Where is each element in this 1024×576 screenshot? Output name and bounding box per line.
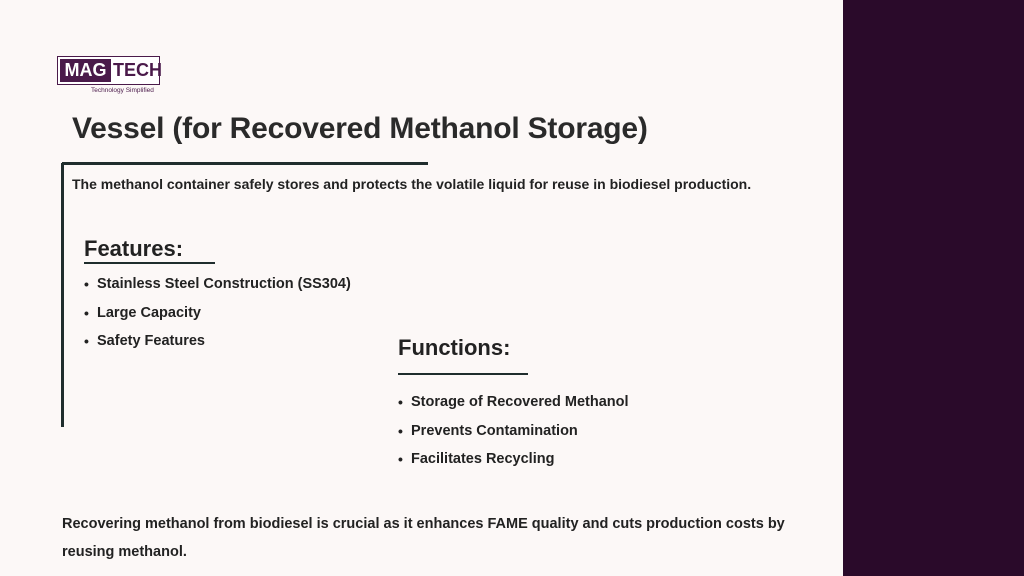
functions-heading: Functions: xyxy=(398,335,511,360)
function-text: Prevents Contamination xyxy=(411,422,578,439)
bullet-icon: • xyxy=(84,304,89,321)
list-item xyxy=(84,333,351,362)
bullet-icon: • xyxy=(398,394,403,410)
conclusion-text: Recovering methanol from biodiesel is crucial as it enhances FAME quality and cuts production costs by reusing methanol. xyxy=(62,516,785,560)
features-list xyxy=(84,276,351,362)
logo-frame xyxy=(57,56,160,85)
feature-text: Safety Features xyxy=(97,333,205,349)
functions-underline xyxy=(398,373,528,375)
list-item xyxy=(84,276,351,305)
list-item xyxy=(398,423,629,452)
bullet-icon: • xyxy=(84,333,89,349)
list-item xyxy=(398,394,629,423)
company-logo xyxy=(57,56,163,98)
intro-text: The methanol container safely stores and protects the volatile liquid for reuse in biodiesel production. xyxy=(72,176,752,192)
left-accent-line xyxy=(61,163,64,427)
bullet-icon: • xyxy=(398,451,403,467)
feature-text: Stainless Steel Construction (SS304) xyxy=(97,276,351,292)
features-heading: Features: xyxy=(84,236,184,261)
features-underline xyxy=(84,262,215,264)
list-item xyxy=(398,451,629,480)
logo-mag: MAG xyxy=(60,59,111,82)
functions-list xyxy=(398,394,629,480)
logo-tagline: Technology Simplified xyxy=(91,87,154,94)
function-text: Facilitates Recycling xyxy=(411,451,555,467)
list-item xyxy=(84,305,351,334)
bullet-icon: • xyxy=(84,276,89,292)
feature-text: Large Capacity xyxy=(97,304,201,321)
bullet-icon: • xyxy=(398,422,403,439)
logo-tech: TECH xyxy=(113,60,162,80)
side-panel xyxy=(843,0,1024,576)
title-underline xyxy=(62,162,428,165)
slide-title: Vessel (for Recovered Methanol Storage) xyxy=(72,112,648,145)
function-text: Storage of Recovered Methanol xyxy=(411,394,629,410)
